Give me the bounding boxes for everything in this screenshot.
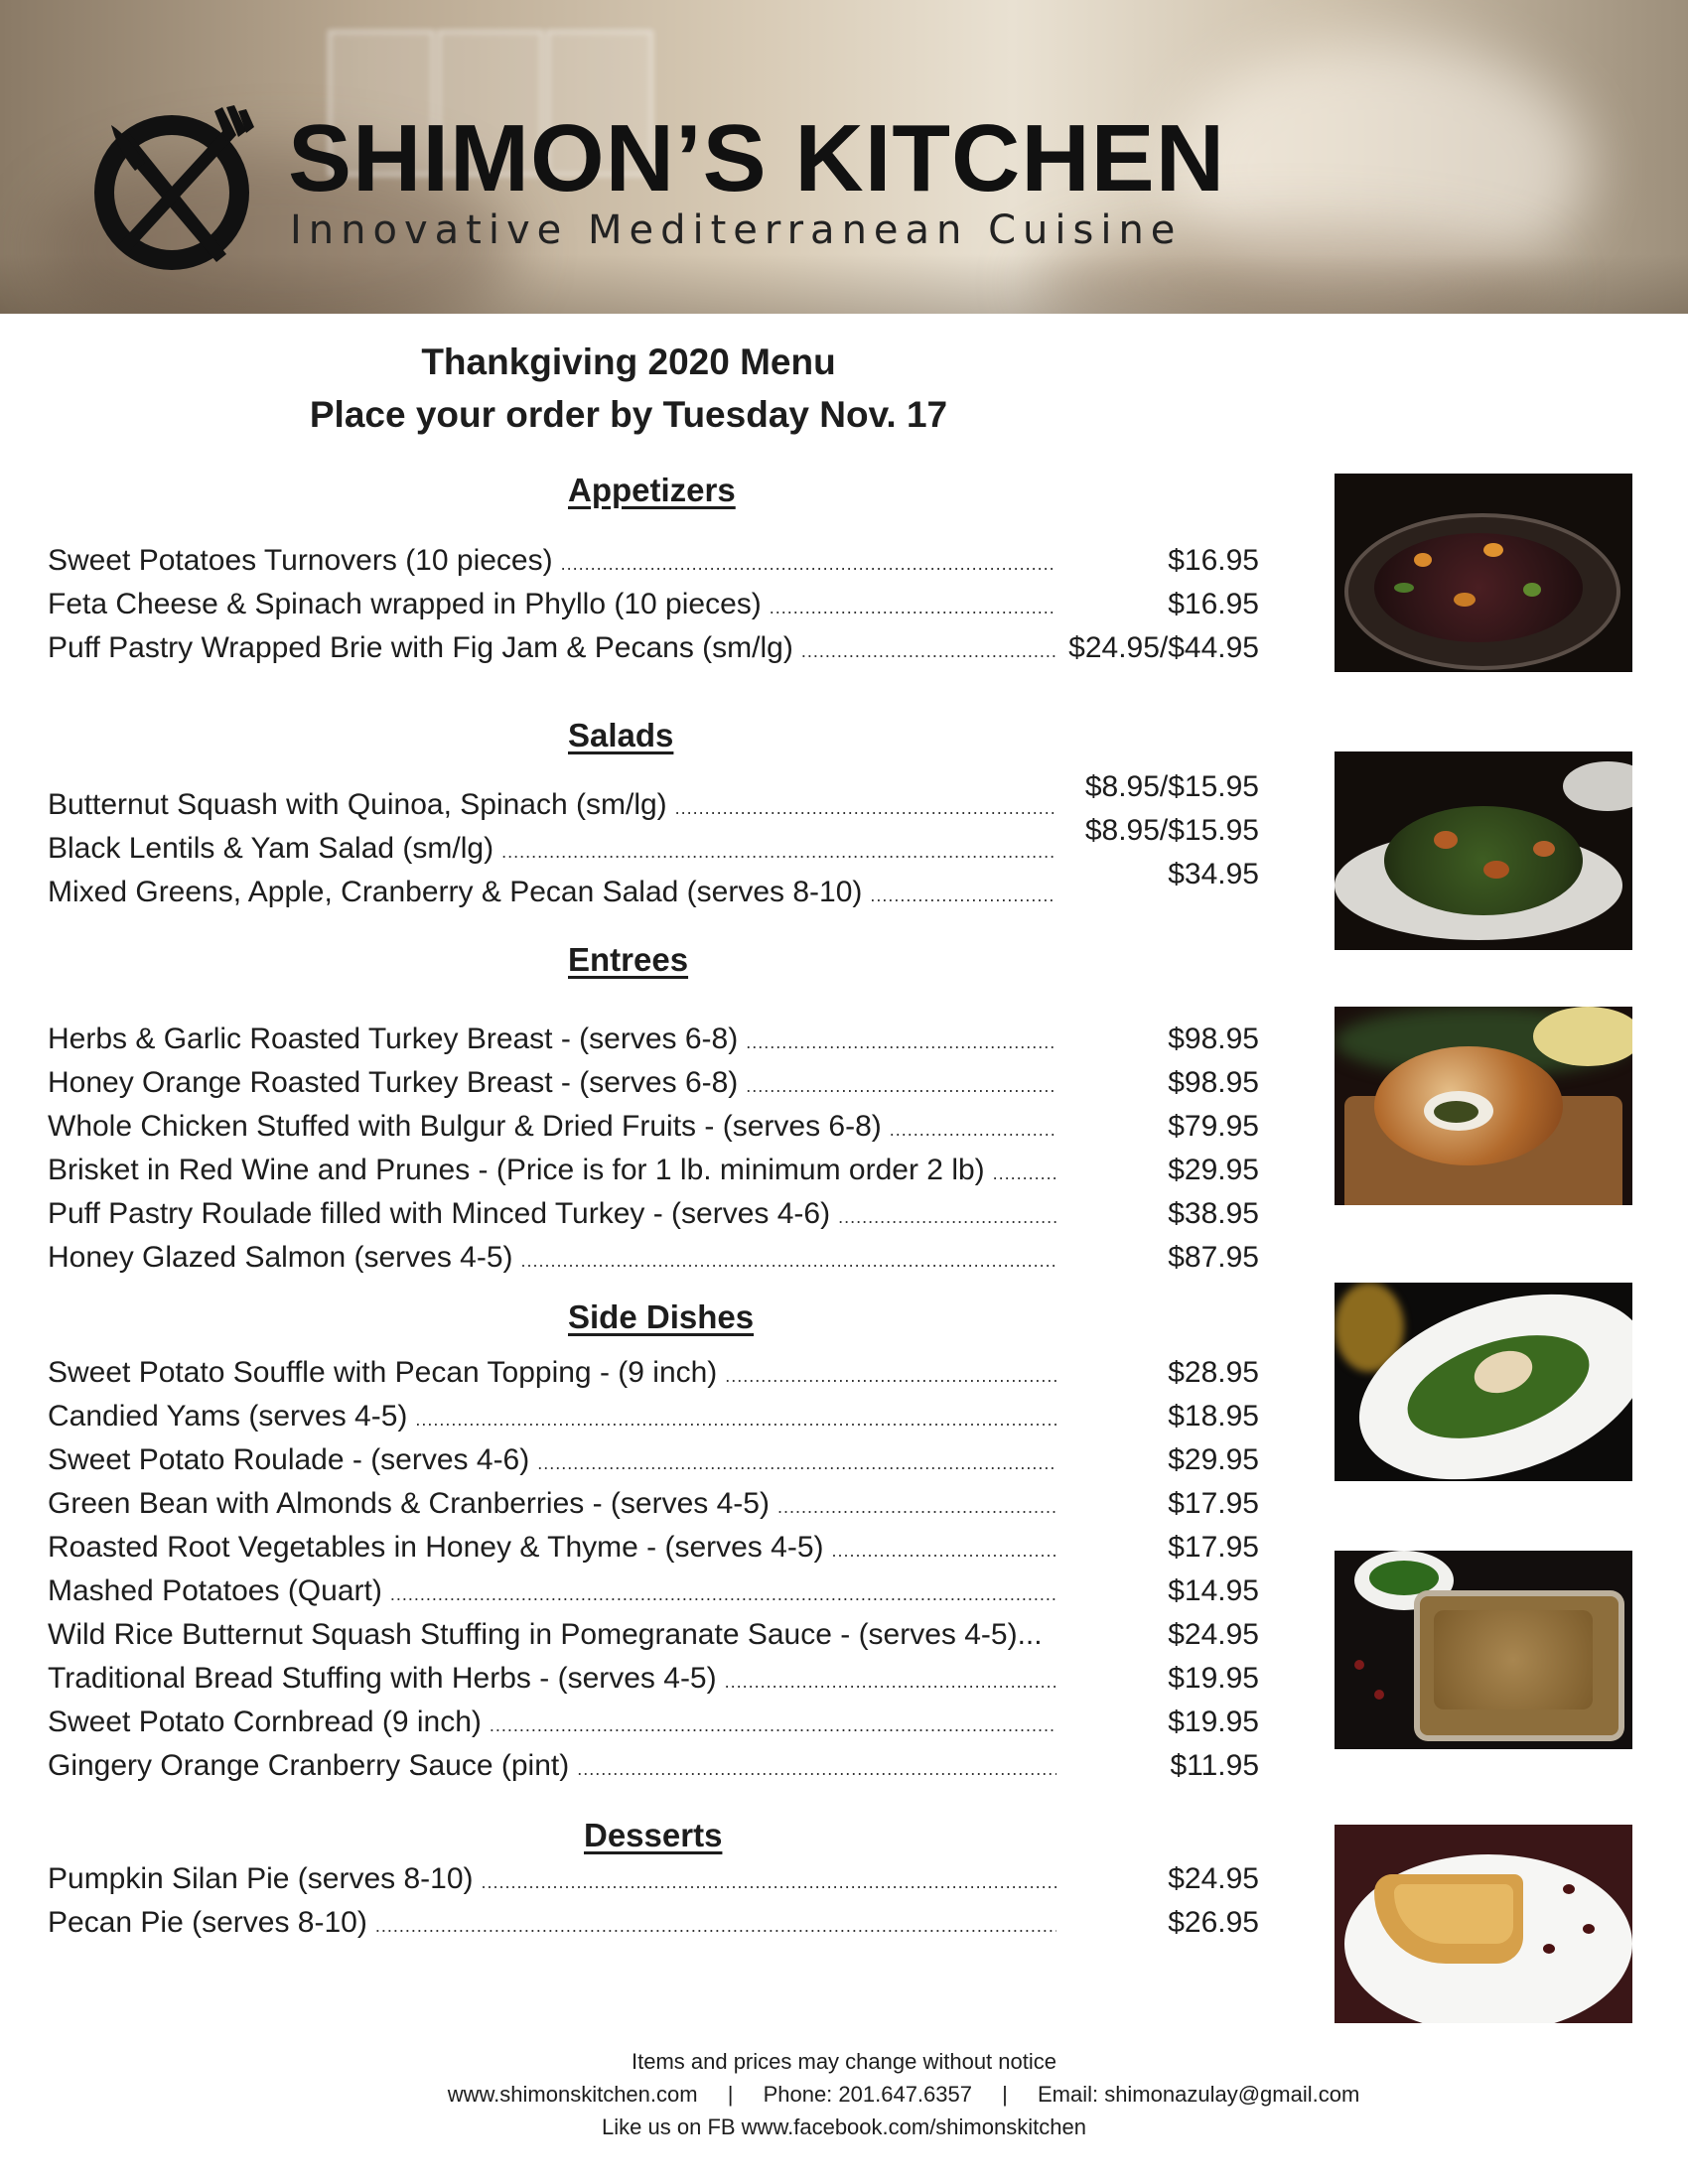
- item-price: $14.95: [1168, 1574, 1259, 1607]
- leader-dots: [415, 1410, 1056, 1431]
- item-price: $38.95: [1168, 1197, 1259, 1230]
- phone-number: Phone: 201.647.6357: [763, 2082, 972, 2107]
- item-name: Whole Chicken Stuffed with Bulgur & Dried Fruits - (serves 6-8): [48, 1110, 882, 1143]
- item-name: Mixed Greens, Apple, Cranberry & Pecan Salad (serves 8-10): [48, 876, 863, 908]
- item-price: $8.95/$15.95: [1084, 770, 1259, 803]
- food-photo-side-dishes: [1335, 1283, 1632, 1481]
- order-deadline: Place your order by Tuesday Nov. 17: [309, 394, 948, 435]
- leader-dots: [801, 641, 1056, 662]
- leader-dots: [870, 886, 1056, 906]
- item-price: $16.95: [1168, 588, 1259, 620]
- item-name: Pumpkin Silan Pie (serves 8-10): [48, 1862, 474, 1895]
- leader-dots: [746, 1076, 1056, 1097]
- item-price: $24.95: [1168, 1618, 1259, 1651]
- item-name: Green Bean with Almonds & Cranberries - (serves 4-5): [48, 1487, 770, 1520]
- item-price: $87.95: [1168, 1241, 1259, 1274]
- menu-item: [48, 788, 1060, 828]
- item-price: $98.95: [1168, 1023, 1259, 1055]
- section-heading-desserts: Desserts: [584, 1817, 723, 1853]
- menu-item: [48, 1906, 1060, 1946]
- item-name: Mashed Potatoes (Quart): [48, 1574, 382, 1607]
- leader-dots: [746, 1032, 1056, 1053]
- brand-name: SHIMON’S KITCHEN: [288, 105, 1226, 211]
- menu-item: [48, 1487, 1060, 1527]
- leader-dots: [482, 1872, 1056, 1893]
- leader-dots: [725, 1366, 1056, 1387]
- leader-dots: [501, 842, 1056, 863]
- item-name: Puff Pastry Wrapped Brie with Fig Jam & Pecans (sm/lg): [48, 631, 793, 664]
- item-price: $17.95: [1168, 1487, 1259, 1520]
- item-price: $29.95: [1168, 1443, 1259, 1476]
- footer: [0, 2045, 1688, 2143]
- leader-dots: [375, 1916, 1056, 1937]
- menu-titles: [0, 336, 1257, 441]
- menu-item: [48, 544, 1060, 584]
- menu-item: [48, 1531, 1060, 1570]
- menu-item: [48, 1574, 1060, 1614]
- leader-dots: [838, 1207, 1056, 1228]
- food-photo-stuffing: [1335, 1551, 1632, 1749]
- menu-item: [48, 1023, 1060, 1062]
- facebook-link[interactable]: Like us on FB www.facebook.com/shimonskitchen: [602, 2115, 1086, 2139]
- item-name: Sweet Potato Souffle with Pecan Topping - (9 inch): [48, 1356, 718, 1389]
- item-price: $24.95/$44.95: [1068, 631, 1259, 664]
- item-price: $34.95: [1168, 858, 1259, 890]
- menu-item: [48, 631, 1060, 671]
- item-price: $28.95: [1168, 1356, 1259, 1389]
- item-price: $11.95: [1170, 1749, 1259, 1782]
- item-name: Sweet Potato Cornbread (9 inch): [48, 1706, 482, 1738]
- menu-item: [48, 1241, 1060, 1281]
- leader-dots: [832, 1541, 1057, 1562]
- header-banner: [0, 0, 1688, 314]
- food-photo-salads: [1335, 751, 1632, 950]
- section-heading-appetizers: Appetizers: [568, 472, 736, 508]
- menu-item: [48, 1662, 1060, 1702]
- item-price: $24.95: [1168, 1862, 1259, 1895]
- item-name: Pecan Pie (serves 8-10): [48, 1906, 367, 1939]
- item-price: $26.95: [1168, 1906, 1259, 1939]
- leader-dots: [675, 798, 1056, 819]
- leader-dots: [537, 1453, 1056, 1474]
- email-link[interactable]: Email: shimonazulay@gmail.com: [1037, 2082, 1360, 2107]
- item-name: Sweet Potato Roulade - (serves 4-6): [48, 1443, 530, 1476]
- menu-item: [48, 1862, 1060, 1902]
- item-name: Puff Pastry Roulade filled with Minced Turkey - (serves 4-6): [48, 1197, 831, 1230]
- leader-dots: [490, 1715, 1056, 1736]
- item-price: $8.95/$15.95: [1084, 814, 1259, 847]
- item-price: $29.95: [1168, 1154, 1259, 1186]
- price-notice: Items and prices may change without notice: [631, 2049, 1056, 2074]
- section-heading-side-dishes: Side Dishes: [568, 1298, 755, 1335]
- food-photo-appetizers: [1335, 474, 1632, 672]
- food-photo-desserts: [1335, 1825, 1632, 2023]
- leader-dots: [577, 1759, 1056, 1780]
- item-price: $17.95: [1168, 1531, 1259, 1564]
- menu-item: [48, 1154, 1060, 1193]
- menu-item: [48, 1749, 1060, 1789]
- item-price: $18.95: [1168, 1400, 1259, 1433]
- menu-item: [48, 1110, 1060, 1150]
- menu-item: [48, 1706, 1060, 1745]
- item-name: Roasted Root Vegetables in Honey & Thyme - (serves 4-5): [48, 1531, 824, 1564]
- item-name: Butternut Squash with Quinoa, Spinach (sm/lg): [48, 788, 667, 821]
- leader-dots: [521, 1251, 1056, 1272]
- item-name: Traditional Bread Stuffing with Herbs - (serves 4-5): [48, 1662, 717, 1695]
- item-name: Brisket in Red Wine and Prunes - (Price is for 1 lb. minimum order 2 lb): [48, 1154, 985, 1186]
- item-price: $79.95: [1168, 1110, 1259, 1143]
- menu-item: [48, 1400, 1060, 1439]
- food-photo-entrees: [1335, 1007, 1632, 1205]
- item-name: Wild Rice Butternut Squash Stuffing in Pomegranate Sauce - (serves 4-5)...: [48, 1618, 1043, 1651]
- item-price: $98.95: [1168, 1066, 1259, 1099]
- item-name: Black Lentils & Yam Salad (sm/lg): [48, 832, 494, 865]
- item-name: Sweet Potatoes Turnovers (10 pieces): [48, 544, 553, 577]
- menu-item: [48, 1443, 1060, 1483]
- leader-dots: [890, 1120, 1056, 1141]
- menu-item: [48, 1197, 1060, 1237]
- item-name: Honey Glazed Salmon (serves 4-5): [48, 1241, 513, 1274]
- menu-item: [48, 588, 1060, 627]
- leader-dots: [770, 598, 1056, 618]
- item-price: $16.95: [1168, 544, 1259, 577]
- fork-knife-logo-icon: [87, 105, 256, 274]
- item-name: Candied Yams (serves 4-5): [48, 1400, 408, 1433]
- section-heading-entrees: Entrees: [568, 941, 689, 978]
- leader-dots: [993, 1163, 1056, 1184]
- leader-dots: [561, 554, 1056, 575]
- menu-item: [48, 1066, 1060, 1106]
- menu-item: [48, 832, 1060, 872]
- section-heading-salads: Salads: [568, 717, 674, 753]
- item-name: Honey Orange Roasted Turkey Breast - (serves 6-8): [48, 1066, 739, 1099]
- leader-dots: [725, 1672, 1056, 1693]
- item-price: $19.95: [1168, 1662, 1259, 1695]
- separator: |: [727, 2082, 734, 2107]
- menu-item: [48, 1356, 1060, 1396]
- item-price: $19.95: [1168, 1706, 1259, 1738]
- leader-dots: [777, 1497, 1056, 1518]
- leader-dots: [390, 1584, 1056, 1605]
- separator: |: [1002, 2082, 1008, 2107]
- item-name: Gingery Orange Cranberry Sauce (pint): [48, 1749, 570, 1782]
- menu-item: [48, 1618, 1060, 1658]
- website-link[interactable]: www.shimonskitchen.com: [447, 2082, 698, 2107]
- item-name: Herbs & Garlic Roasted Turkey Breast - (serves 6-8): [48, 1023, 739, 1055]
- brand-tagline: Innovative Mediterranean Cuisine: [290, 207, 1183, 253]
- contact-line: [0, 2078, 1688, 2111]
- menu-title: Thankgiving 2020 Menu: [421, 341, 836, 382]
- menu-item: [48, 876, 1060, 915]
- item-name: Feta Cheese & Spinach wrapped in Phyllo (10 pieces): [48, 588, 762, 620]
